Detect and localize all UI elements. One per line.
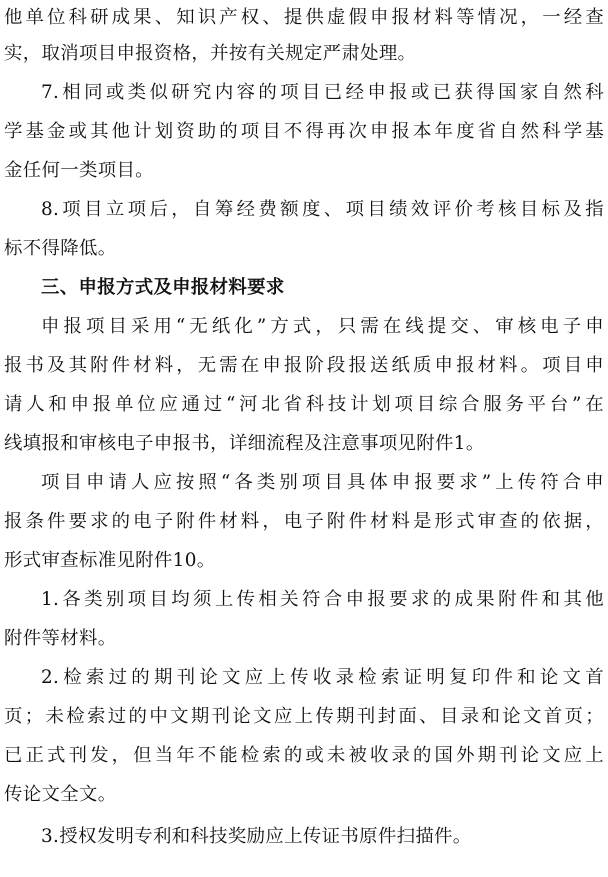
body-text-line: 申报项目采用“无纸化”方式，只需在线提交、审核电子申 (41, 316, 604, 337)
body-text-line: 线填报和审核电子申报书，详细流程及注意事项见附件1。 (4, 433, 485, 454)
body-text-line: 标不得降低。 (4, 238, 117, 259)
body-text-line: 7.相同或类似研究内容的项目已经申报或已获得国家自然科 (41, 82, 604, 103)
body-text-line: 1.各类别项目均须上传相关符合申报要求的成果附件和其他 (41, 589, 604, 610)
body-text-line: 学基金或其他计划资助的项目不得再次申报本年度省自然科学基 (4, 121, 604, 142)
section-heading: 三、申报方式及申报材料要求 (41, 277, 285, 298)
body-text-line: 形式审查标准见附件10。 (4, 550, 216, 571)
body-text-line: 他单位科研成果、知识产权、提供虚假申报材料等情况，一经查 (4, 7, 604, 28)
body-text-line: 8.项目立项后，自筹经费额度、项目绩效评价考核目标及指 (41, 199, 604, 220)
body-text-line: 请人和申报单位应通过“河北省科技计划项目综合服务平台”在 (4, 394, 604, 415)
body-text-line: 3.授权发明专利和科技奖励应上传证书原件扫描件。 (41, 826, 472, 847)
body-text-line: 金任何一类项目。 (4, 160, 154, 181)
body-text-line: 报条件要求的电子附件材料，电子附件材料是形式审查的依据， (4, 511, 604, 532)
body-text-line: 页；未检索过的中文期刊论文应上传期刊封面、目录和论文首页； (4, 706, 604, 727)
body-text-line: 传论文全文。 (4, 784, 117, 805)
body-text-line: 附件等材料。 (4, 628, 117, 649)
body-text-line: 实，取消项目申报资格，并按有关规定严肃处理。 (4, 43, 417, 64)
body-text-line: 报书及其附件材料，无需在申报阶段报送纸质申报材料。项目申 (4, 355, 604, 376)
body-text-line: 项目申请人应按照“各类别项目具体申报要求”上传符合申 (41, 472, 604, 493)
body-text-line: 2.检索过的期刊论文应上传收录检索证明复印件和论文首 (41, 667, 604, 688)
body-text-line: 已正式刊发，但当年不能检索的或未被收录的国外期刊论文应上 (4, 745, 604, 766)
